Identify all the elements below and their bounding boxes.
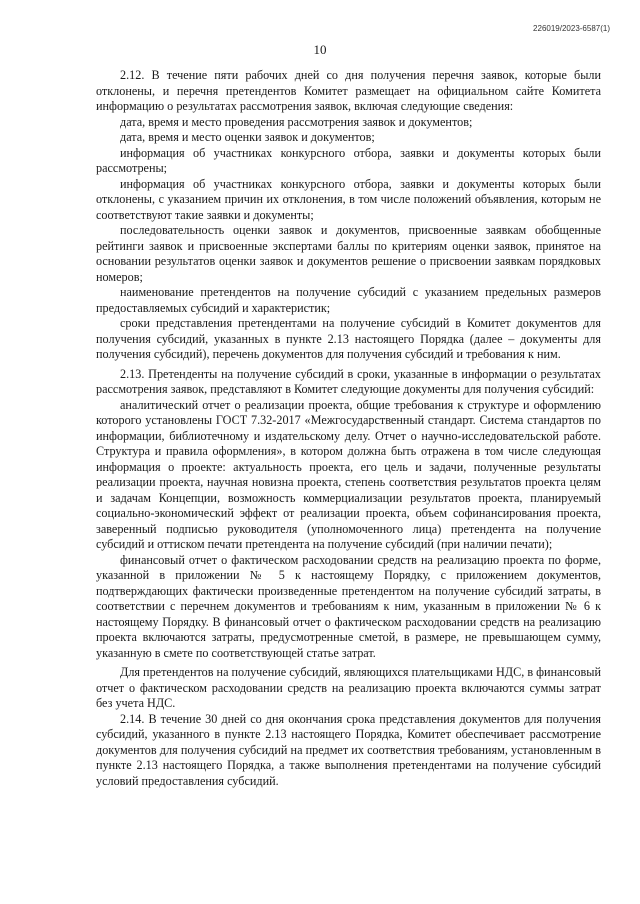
paragraph-vat-note: Для претендентов на получение субсидий, являющихся плательщиками НДС, в финансовый отчет о фактическом расходовании средств на реализацию проекта включаются суммы затрат без учета НДС. <box>96 665 601 710</box>
page-number: 10 <box>313 42 327 57</box>
list-item: финансовый отчет о фактическом расходовании средств на реализацию проекта по форме, указанной в приложении № 5 к настоящему Порядку, с приложением документов, подтверждающих фактически произведенные претендентом на получение субсидий затраты, в соответствии с перечнем документов и требованиям к ним, указанным в приложении № 6 к настоящему Порядку. В финансовый отчет о фактическом расходовании средств на реализацию проекта включаются затраты, предусмотренные сметой, в размере, не превышающем сумму, указанную в смете по соответствующей статье затрат. <box>96 552 601 660</box>
list-item: наименование претендентов на получение субсидий с указанием предельных размеров предоставляемых субсидий и характеристик; <box>96 285 601 315</box>
list-item: дата, время и место оценки заявок и документов; <box>120 130 375 144</box>
paragraph-2-12: 2.12. В течение пяти рабочих дней со дня получения перечня заявок, которые были отклонены, и перечня претендентов Комитет размещает на официальном сайте Комитета информацию о результатах рассмотрения заявок, включая следующие сведения: <box>96 68 601 113</box>
paragraph-2-13: 2.13. Претенденты на получение субсидий в сроки, указанные в информации о результатах рассмотрения заявок, представляют в Комитет следующие документы для получения субсидий: <box>96 366 601 396</box>
list-item: аналитический отчет о реализации проекта, общие требования к структуре и оформлению которого установлены ГОСТ 7.32-2017 «Межгосударственный стандарт. Система стандартов по информации, библиотечному и издательскому делу. Отчет о научно-исследовательской работе. Структура и правила оформления», в котором должна быть отражена в том числе следующая информация о проекте: актуальность проекта, его цель и задачи, полученные результаты реализации проекта, научная новизна проекта, степень соответствия результатов проекта целям и задачам Концепции, возможность коммерциализации результатов проекта, планируемый социально-экономический эффект от реализации проекта, объем софинансирования проекта, заверенный подписью руководителя (уполномоченного лица) претендента на получение субсидий и оттиском печати претендента на получение субсидий (при наличии печати); <box>96 397 601 551</box>
list-item: последовательность оценки заявок и документов, присвоенные заявкам обобщенные рейтинги заявок и присвоенные экспертами баллы по критериям оценки заявок, принятое на основании результатов оценки заявок и документов решение о присвоении заявкам порядковых номеров; <box>96 223 601 284</box>
list-item: сроки представления претендентами на получение субсидий в Комитет документов для получения субсидий, указанных в пункте 2.13 настоящего Порядка (далее – документы для получения субсидий), перечень документов для получения субсидий и требования к ним. <box>96 316 601 361</box>
list-item: информация об участниках конкурсного отбора, заявки и документы которых были отклонены, с указанием причин их отклонения, в том числе положений объявления, которым не соответствуют такие заявки и документы; <box>96 176 601 222</box>
document-body <box>96 68 601 789</box>
list-item: информация об участниках конкурсного отбора, заявки и документы которых были рассмотрены; <box>96 145 601 175</box>
document-registration-number: 226019/2023-6587(1) <box>533 24 610 33</box>
list-item: дата, время и место проведения рассмотрения заявок и документов; <box>120 114 473 129</box>
paragraph-2-14: 2.14. В течение 30 дней со дня окончания срока представления документов для получения субсидий, указанного в пункте 2.13 настоящего Порядка, Комитет обеспечивает рассмотрение документов для получения субсидий на предмет их соответствия требованиям, установленным в пункте 2.13 настоящего Порядка, а также выполнения претендентами на получение субсидий условий предоставления субсидий. <box>96 711 601 788</box>
